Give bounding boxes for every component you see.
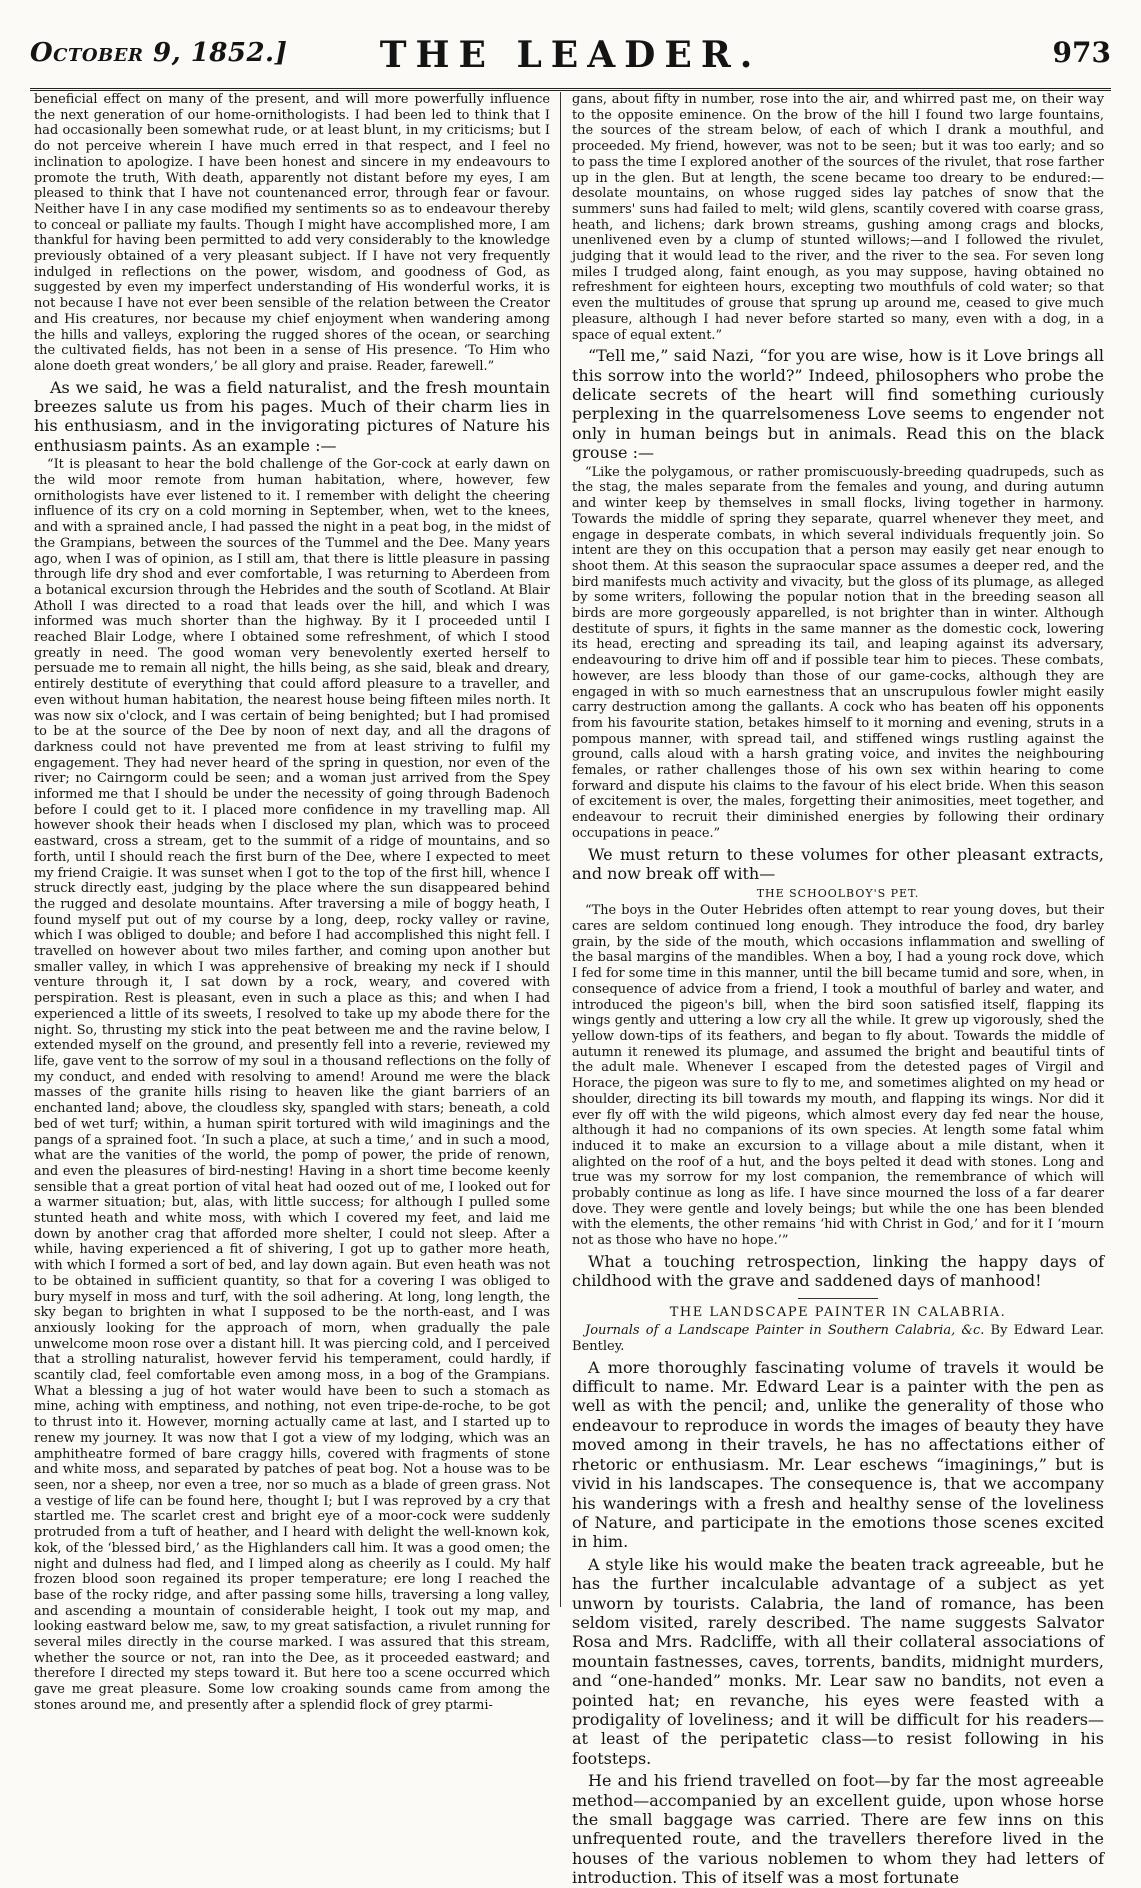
left-column xyxy=(34,92,550,1713)
right-column xyxy=(572,92,1105,1888)
quote-paragraph: “The boys in the Outer Hebrides often attempt to rear young doves, but their cares are seldom continued long enough. They introduce the food, dry barley grain, by the side of the mouth, which occasions inflammation and swelling of the basal margins of the mandibles. When a boy, I had a young rock dove, which I fed for some time in this manner, until the bill became tumid and sore, when, in consequence of advice from a friend, I took a mouthful of barley and water, and introduced the pigeon's bill, when the bird soon satisfied itself, flapping its wings gently and uttering a low cry all the while. It grew up vigorously, shed the yellow down-tips of its feathers, and began to fly about. Towards the middle of autumn it renewed its plumage, and assumed the bright and beautiful tints of the adult male. Whenever I escaped from the detested pages of Virgil and Horace, the pigeon was sure to fly to me, and sometimes alighted on my head or shoulder, directing its bill towards my mouth, and flapping its wings. Nor did it ever fly off with the wild pigeons, which almost every day fed near the house, although it had no companions of its own species. At length some fatal whim induced it to make an excursion to a village about a mile distant, when it alighted on the roof of a hut, and the boys pelted it dead with stones. Long and true was my sorrow for my lost companion, the remembrance of which will probably continue as long as life. I have since mourned the loss of a far dearer dove. They were gentle and lovely beings; but while the one has been blended with the elements, the other remains ‘hid with Christ in God,’ and for it I ‘mourn not as those who have no hope.’” xyxy=(572,903,1104,1249)
newspaper-title: THE LEADER. xyxy=(379,34,762,76)
column-divider xyxy=(560,92,561,1607)
commentary-paragraph: “Tell me,” said Nazi, “for you are wise, how is it Love brings all this sorrow into the world?” Indeed, philosophers who probe the delicate secrets of the heart will find something curiously perplexing in the quarrelsomeness Love seems to engender not only in human beings but in animals. Read this on the black grouse :— xyxy=(572,346,1104,463)
book-title: Journals of a Landscape Painter in Southern Calabria, &c. xyxy=(585,1322,985,1338)
book-citation xyxy=(572,1323,1104,1355)
masthead xyxy=(30,30,1111,91)
review-paragraph: He and his friend travelled on foot—by far the most agreeable method—accompanied by an excellent guide, upon whose horse the small baggage was carried. There are few inns on this unfrequented route, and the travellers therefore lived in the houses of the various noblemen to whom they had letters of introduction. This of itself was a most fortunate xyxy=(572,1771,1104,1888)
commentary-paragraph: What a touching retrospection, linking the happy days of childhood with the grave and saddened days of manhood! xyxy=(572,1251,1104,1291)
book-publisher: By Edward Lear. Bentley. xyxy=(572,1322,1105,1354)
review-title: THE LANDSCAPE PAINTER IN CALABRIA. xyxy=(669,1304,1007,1320)
quote-paragraph: “It is pleasant to hear the bold challenge of the Gor-cock at early dawn on the wild moor remote from human habitation, where, however, few ornithologists have ever listened to it. I remember with delight the cheering influence of its cry on a cold morning in September, when, wet to the knees, and with a sprained ancle, I had passed the night in a peat bog, in the midst of the Grampians, between the sources of the Tummel and the Dee. Many years ago, when I was of opinion, as I still am, that there is little pleasure in passing through life dry shod and ever comfortable, I was returning to Aberdeen from a botanical excursion through the Hebrides and the south of Scotland. At Blair Atholl I was directed to a road that leads over the hill, and which I was informed was much shorter than the highway. By it I proceeded until I reached Blair Lodge, where I obtained some refreshment, of which I stood greatly in need. The good woman very benevolently exerted herself to persuade me to remain all night, the hills being, as she said, bleak and dreary, entirely destitute of everything that could afford pleasure to a traveller, and even without human habitation, the nearest house being fifteen miles north. It was now six o'clock, and I was certain of being benighted; but I had promised to be at the source of the Dee by noon of next day, and all the dragons of darkness could not have prevented me from at least striving to fulfil my engagement. They had never heard of the spring in question, nor even of the river; no Cairngorm could be seen; and a woman just arrived from the Spey informed me that I should be under the necessity of going through Badenoch before I could get to it. I placed more confidence in my travelling map. All however shook their heads when I disclosed my plan, which was to proceed eastward, cross a stream, get to the summit of a ridge of mountains, and so forth, until I should reach the first burn of the Dee, where I expected to meet my friend Craigie. It was sunset when I got to the top of the first hill, whence I struck directly east, judging by the place where the sun disappeared behind the rugged and desolate mountains. After traversing a mile of boggy heath, I found myself put out of my course by a long, deep, rocky valley or ravine, which I was obliged to double; and before I had accomplished this night fell. I travelled on however about two miles farther, and coming upon another but smaller valley, in which I was apprehensive of breaking my neck if I should venture through it, I sat down by a rock, weary, and covered with perspiration. Rest is pleasant, even in such a place as this; and when I had experienced a little of its sweets, I resolved to take up my abode there for the night. So, thrusting my stick into the peat between me and the ravine below, I extended myself on the ground, and presently fell into a reverie, reviewed my life, gave vent to the sorrow of my soul in a thousand reflections on the folly of my conduct, and ended with resolving to amend! Around me were the black masses of the granite hills rising to heaven like the giant barriers of an enchanted land; above, the cloudless sky, spangled with stars; beneath, a cold bed of wet turf; within, a human spirit tortured with wild imaginings and the pangs of a sprained foot. ‘In such a place, at such a time,’ and in such a mood, what are the vanities of the world, the pomp of power, the pride of renown, and even the pleasures of bird-nesting! Having in a short time become keenly sensible that a great portion of vital heat had oozed out of me, I looked out for a warmer situation; but, alas, with little success; for although I pulled some stunted heath and white moss, with which I covered my feet, and laid me down by another crag that afforded more shelter, I could not sleep. After a while, having experienced a fit of shivering, I got up to gather more heath, with which I formed a sort of bed, and lay down again. But even heath was not to be obtained in sufficient quantity, so that for a covering I was obliged to bury myself in moss and turf, with the soil adhering. At long, long length, the sky began to brighten in what I supposed to be the north-east, and I was anxiously looking for the approach of morn, when gradually the pale unwelcome moon rose over a distant hill. It was piercing cold, and I perceived that a strolling naturalist, however fervid his temperament, could hardly, if scantily clad, feel comfortable even among moss, in a bog of the Grampians. What a blessing a jug of hot water would have been to such a stomach as mine, aching with emptiness, and nothing, not even tripe-de-roche, to be got to thrust into it. However, morning actually came at last, and I started up to renew my journey. It was now that I got a view of my lodging, which was an amphitheatre formed of bare craggy hills, covered with fragments of stone and white moss, and separated by patches of peat bog. Not a house was to be seen, nor a sheep, nor even a tree, nor so much as a blade of green grass. Not a vestige of life can be found here, thought I; but I was reproved by a cry that startled me. The scarlet crest and bright eye of a moor-cock were suddenly protruded from a tuft of heather, and I heard with delight the well-known kok, kok, of the ‘blessed bird,’ as the Highlanders call him. It was a good omen; the night and dulness had fled, and I limped along as cheerily as I could. My half frozen blood soon regained its proper temperature; ere long I reached the base of the rocky ridge, and after passing some hills, traversing a long valley, and ascending a mountain of considerable height, I took out my map, and looking eastward below me, saw, to my great satisfaction, a rivulet running for several miles directly in the course marked. I was assured that this stream, whether the source or not, ran into the Dee, as it proceeded eastward; and therefore I directed my steps toward it. But here too a scene occurred which gave me great pleasure. Some low croaking sounds came from among the stones around me, and presently after a splendid flock of grey ptarmi- xyxy=(34,457,550,1713)
page-number: 973 xyxy=(1052,36,1111,69)
quote-paragraph: “Like the polygamous, or rather promiscuously-breeding quadrupeds, such as the stag, the males separate from the females and young, and during autumn and winter keep by themselves in small flocks, living together in harmony. Towards the middle of spring they separate, quarrel whenever they meet, and engage in desperate combats, in which several individuals frequently join. So intent are they on this occupation that a person may easily get near enough to shoot them. At this season the supraocular space assumes a deeper red, and the bird manifests much activity and vivacity, but the gloss of its plumage, as alleged by some writers, following the popular notion that in the breeding season all birds are more gorgeously apparelled, is not brighter than in winter. Although destitute of spurs, it fights in the same manner as the domestic cock, lowering its head, erecting and spreading its tail, and leaping against its adversary, endeavouring to drive him off and if possible tear him to pieces. These combats, however, are less bloody than those of our game-cocks, although they are engaged in with so much earnestness that an unscrupulous fowler might easily carry destruction among the gallants. A cock who has beaten off his opponents from his favourite station, betakes himself to it morning and evening, struts in a pompous manner, with spread tail, and stiffened wings rustling against the ground, calls aloud with a harsh grating voice, and invites the neighbouring females, or rather challenges those of his own sex within hearing to come forward and dispute his claims to the favour of his elect bride. When this season of excitement is over, the males, forgetting their animosities, meet together, and endeavour to recruit their diminished energies by following their ordinary occupations in peace.” xyxy=(572,464,1104,841)
section-rule xyxy=(798,1298,878,1299)
commentary-paragraph: We must return to these volumes for other pleasant extracts, and now break off with— xyxy=(572,844,1104,883)
article-columns xyxy=(34,92,1105,1888)
commentary-paragraph: As we said, he was a field naturalist, and the fresh mountain breezes salute us from his pages. Much of their charm lies in his enthusiasm, and in the invigorating pictures of Nature his enthusiasm paints. As an example :— xyxy=(34,377,550,455)
issue-date: October 9, 1852.] xyxy=(30,38,288,68)
extract-heading: THE SCHOOLBOY'S PET. xyxy=(756,887,920,901)
review-paragraph: A style like his would make the beaten track agreeable, but he has the further incalculable advantage of a subject as yet unworn by tourists. Calabria, the land of romance, has been seldom visited, rarely described. The name suggests Salvator Rosa and Mrs. Radcliffe, with all their collateral associations of mountain fastnesses, caves, torrents, bandits, midnight murders, and “one-handed” monks. Mr. Lear saw no bandits, not even a pointed hat; en revanche, his eyes were feasted with a prodigality of loveliness; and it will be difficult for his readers—at least of the peripatetic class—to resist following in his footsteps. xyxy=(572,1554,1104,1768)
review-paragraph: A more thoroughly fascinating volume of travels it would be difficult to name. Mr. Edward Lear is a painter with the pen as well as with the pencil; and, unlike the generality of those who endeavour to reproduce in words the images of beauty they have moved among in their travels, he has no affectations either of rhetoric or enthusiasm. Mr. Lear eschews “imaginings,” but is vivid in his landscapes. The consequence is, that we accompany his wanderings with a fresh and healthy sense of the loveliness of Nature, and participate in the emotions those scenes excited in him. xyxy=(572,1357,1104,1552)
quote-paragraph: beneficial effect on many of the present, and will more powerfully influence the next generation of our home-ornithologists. I had been led to think that I had occasionally been somewhat rude, or at least blunt, in my criticisms; but I do not perceive wherein I have much erred in that respect, and I feel no inclination to apologize. I have been honest and sincere in my endeavours to promote the truth, With death, apparently not distant before my eyes, I am pleased to think that I have not countenanced error, through fear or favour. Neither have I in any case modified my sentiments so as to endeavour thereby to conceal or palliate my faults. Though I might have accomplished more, I am thankful for having been permitted to add very considerably to the knowledge previously obtained of a very pleasant subject. If I have not very frequently indulged in reflections on the power, wisdom, and goodness of God, as suggested by even my imperfect understanding of His wonderful works, it is not because I have not ever been sensible of the relation between the Creator and His creatures, nor because my chief enjoyment when wandering among the hills and valleys, exploring the rugged shores of the ocean, or searching the cultivated fields, has not been in a sense of His presence. ‘To Him who alone doeth great wonders,’ be all glory and praise. Reader, farewell.” xyxy=(34,92,550,374)
quote-paragraph: gans, about fifty in number, rose into the air, and whirred past me, on their way to the opposite eminence. On the brow of the hill I found two large fountains, the sources of the stream below, of each of which I drank a mouthful, and proceeded. My friend, however, was not to be seen; but it was too early; and so to pass the time I explored another of the sources of the rivulet, that rose farther up in the glen. But at length, the scene became too dreary to be endured:—desolate mountains, on whose rugged sides lay patches of snow that the summers' suns had failed to melt; wild glens, scantily covered with coarse grass, heath, and lichens; dark brown streams, gushing among crags and blocks, unenlivened even by a clump of stunted willows;—and I followed the rivulet, judging that it would lead to the river, and the river to the sea. For seven long miles I trudged along, faint enough, as you may suppose, having obtained no refreshment for eighteen hours, excepting two mouthfuls of cold water; so that even the multitudes of grouse that sprung up around me, ceased to give much pleasure, although I had never before started so many, even with a dog, in a space of equal extent.” xyxy=(572,92,1104,343)
